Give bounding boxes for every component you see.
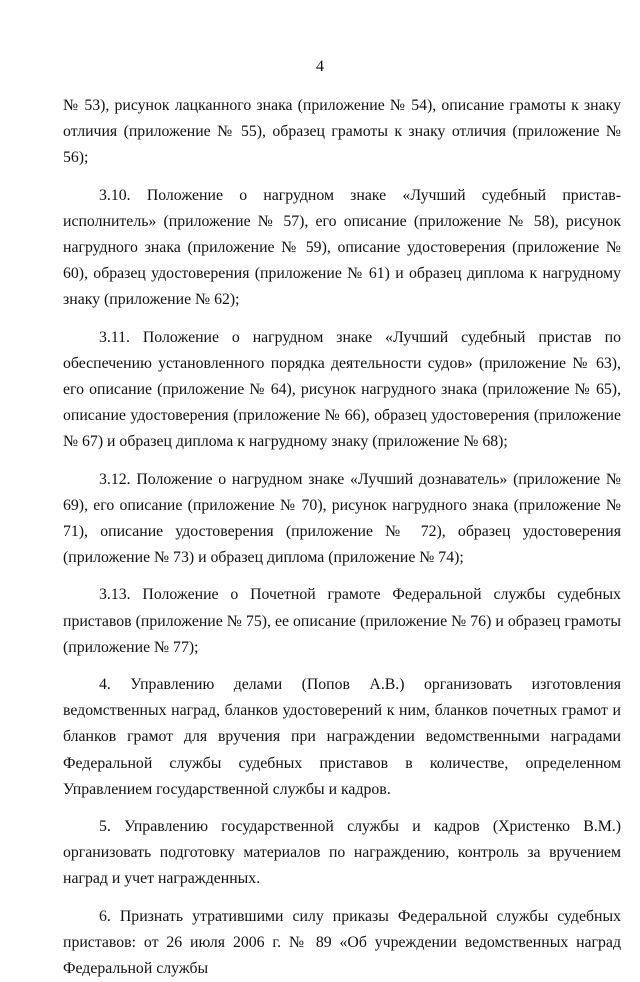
document-body: [63, 93, 621, 982]
paragraph-3-11: 3.11. Положение о нагрудном знаке «Лучший судебный пристав по обеспечению установленного порядка деятельности судов» (приложение № 63), его описание (приложение № 64), рисунок нагрудного знака (приложение № 65), описание удостоверения (приложение № 66), образец удостоверения (приложение № 67) и образец диплома к нагрудному знаку (приложение № 68);: [63, 328, 621, 451]
paragraph-3-13: 3.13. Положение о Почетной грамоте Федеральной службы судебных приставов (приложение № 75), ее описание (приложение № 76) и образец грамоты (приложение № 77);: [63, 586, 621, 656]
paragraph-3-10: 3.10. Положение о нагрудном знаке «Лучший судебный пристав-исполнитель» (приложение № 57), его описание (приложение № 58), рисунок нагрудного знака (приложение № 59), описание удостоверения (приложение № 60), образец удостоверения (приложение № 61) и образец диплома к нагрудному знаку (приложение № 62);: [63, 186, 621, 309]
paragraph-5: 5. Управлению государственной службы и кадров (Христенко В.М.) организовать подготовку материалов по награждению, контроль за вручением наград и учет награжденных.: [63, 818, 621, 888]
paragraph-6: 6. Признать утратившими силу приказы Федеральной службы судебных приставов: от 26 июля 2006 г. № 89 «Об учреждении ведомственных наград Федеральной службы: [63, 907, 621, 978]
page-number: 4: [316, 58, 324, 75]
paragraph-continuation: № 53), рисунок лацканного знака (приложение № 54), описание грамоты к знаку отличия (приложение № 55), образец грамоты к знаку отличия (приложение № 56);: [63, 97, 621, 167]
paragraph-4: 4. Управлению делами (Попов А.В.) организовать изготовления ведомственных наград, бланков удостоверений к ним, бланков почетных грамот и бланков грамот для вручения при награждении ведомственными наградами Федеральной службы судебных приставов в количестве, определенном Управлением государственной службы и кадров.: [63, 676, 621, 798]
paragraph-3-12: 3.12. Положение о нагрудном знаке «Лучший дознаватель» (приложение № 69), его описание (приложение № 70), рисунок нагрудного знака (приложение № 71), описание удостоверения (приложение № 72), образец удостоверения (приложение № 73) и образец диплома (приложение № 74);: [63, 470, 621, 567]
